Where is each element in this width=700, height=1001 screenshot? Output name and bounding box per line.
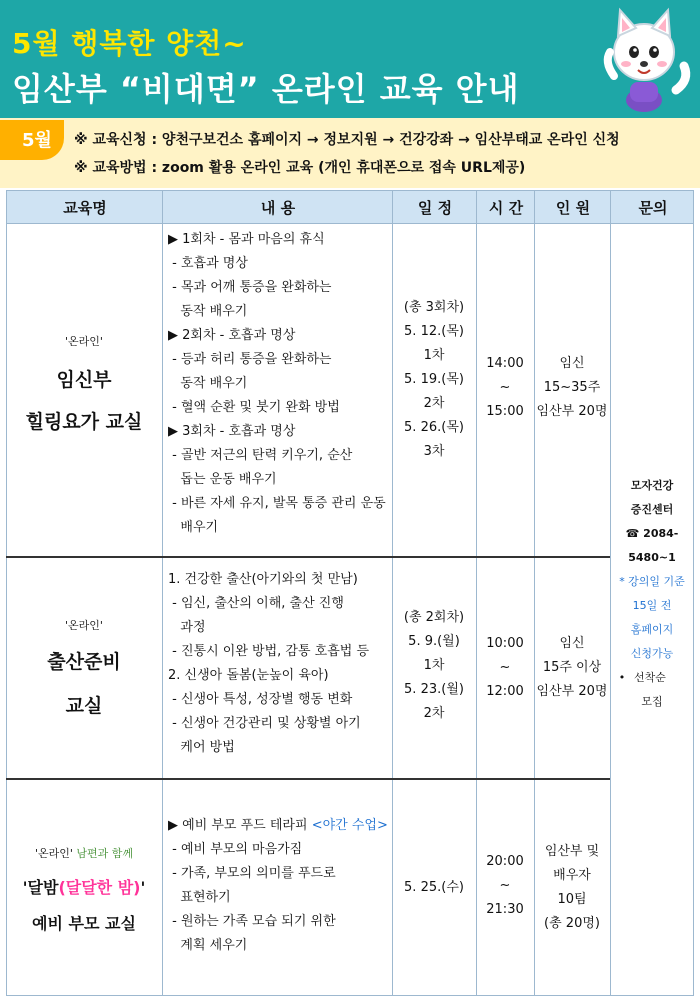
- content-line: - 바른 자세 유지, 발목 통증 관리 운동: [168, 496, 386, 511]
- table-header: [6, 190, 694, 224]
- course-content: [168, 814, 392, 958]
- course-people: [534, 840, 610, 936]
- time-line: 14:00: [486, 356, 524, 371]
- inquiry-line: 모자건강: [630, 479, 674, 492]
- course-tag-online: '온라인': [34, 847, 73, 860]
- content-line: - 가족, 부모의 의미를 푸드로: [168, 866, 336, 881]
- content-head: ▶ 예비 부모 푸드 테라피: [168, 818, 312, 833]
- content-line: - 원하는 가족 모습 되기 위한: [168, 914, 336, 929]
- header-content: 내 용: [260, 199, 296, 217]
- time-line: ~: [499, 660, 511, 675]
- schedule-line: 2차: [423, 706, 445, 721]
- content-line: 돕는 운동 배우기: [168, 472, 277, 487]
- content-line: - 호흡과 명상: [168, 256, 248, 271]
- course-name: 예비 부모 교실: [32, 914, 136, 933]
- time-line: 20:00: [486, 854, 524, 869]
- content-line: 동작 배우기: [168, 376, 248, 391]
- people-line: 배우자: [553, 868, 591, 883]
- content-line: - 예비 부모의 마음가짐: [168, 842, 303, 857]
- inquiry-note: 신청가능: [630, 647, 674, 660]
- content-line: 표현하기: [168, 890, 231, 905]
- schedule-line: 1차: [423, 658, 445, 673]
- course-time: [476, 352, 534, 424]
- content-line: - 혈액 순환 및 붓기 완화 방법: [168, 400, 340, 415]
- people-line: 임산부 20명: [536, 684, 608, 699]
- content-line: 과정: [168, 620, 206, 635]
- phone-number: 5480~1: [628, 551, 676, 564]
- header-time: 시 간: [488, 199, 524, 217]
- inquiry-bullet-text: 모집: [641, 695, 663, 708]
- content-line: 1. 건강한 출산(아기와의 첫 만남): [168, 572, 358, 587]
- phone-number: ☎ 2084-: [625, 527, 679, 540]
- application-method: ※ 교육신청 : 양천구보건소 홈페이지 → 정보지원 → 건강강좌 → 임산부태교 온라인 신청: [74, 132, 620, 148]
- time-line: 15:00: [486, 404, 524, 419]
- schedule-line: 5. 19.(목): [404, 372, 464, 387]
- schedule-line: 5. 25.(수): [404, 880, 464, 895]
- content-line: 계획 세우기: [168, 938, 248, 953]
- inquiry-bullet-text: 선착순: [634, 671, 666, 684]
- people-line: 15주 이상: [542, 660, 602, 675]
- header-schedule: 일 정: [417, 199, 453, 217]
- content-line: - 임신, 출산의 이해, 출산 진행: [168, 596, 344, 611]
- content-line: - 등과 허리 통증을 완화하는: [168, 352, 332, 367]
- title-month-line: 5월 행복한 양천~: [12, 27, 247, 60]
- content-line: 케어 방법: [168, 740, 235, 755]
- content-line: ▶ 2회차 - 호흡과 명상: [168, 328, 296, 343]
- course-tag: [6, 842, 162, 866]
- column-divider: [162, 190, 163, 996]
- row-divider: [6, 556, 610, 558]
- course-name: 임신부: [56, 369, 112, 391]
- schedule-line: 5. 12.(목): [404, 324, 464, 339]
- bullet-icon: •: [618, 671, 626, 684]
- inquiry-note: 홈페이지: [630, 623, 674, 636]
- time-line: ~: [499, 380, 511, 395]
- people-line: 임신: [559, 356, 585, 371]
- header-people: 인 원: [555, 199, 591, 217]
- course-name-highlight: (달달한 밤): [58, 878, 141, 897]
- course-tag: '온라인': [65, 335, 103, 348]
- course-schedule: [392, 296, 476, 464]
- schedule-line: 2차: [423, 396, 445, 411]
- content-line: - 진통시 이완 방법, 감통 호흡법 등: [168, 644, 370, 659]
- content-line: 동작 배우기: [168, 304, 248, 319]
- content-line: ▶ 3회차 - 호흡과 명상: [168, 424, 296, 439]
- course-name: [6, 876, 162, 900]
- inquiry-line: 증진센터: [630, 503, 674, 516]
- time-line: ~: [499, 878, 511, 893]
- content-line: [168, 814, 392, 838]
- course-name-part: ': [140, 878, 146, 897]
- night-class-note: <야간 수업>: [311, 818, 388, 833]
- month-label: 5월: [22, 130, 52, 151]
- course-people: [534, 352, 610, 424]
- content-line: - 골반 저근의 탄력 키우기, 순산: [168, 448, 353, 463]
- content-line: 2. 신생아 돌봄(눈높이 육아): [168, 668, 329, 683]
- people-line: 임산부 및: [544, 844, 600, 859]
- education-method: ※ 교육방법 : zoom 활용 온라인 교육 (개인 휴대폰으로 접속 URL제공): [74, 160, 526, 176]
- content-line: - 목과 어깨 통증을 완화하는: [168, 280, 332, 295]
- course-content: [168, 228, 392, 540]
- inquiry-note: * 강의일 기준: [619, 575, 685, 588]
- header-course: 교육명: [63, 199, 107, 217]
- content-line: ▶ 1회차 - 몸과 마음의 휴식: [168, 232, 325, 247]
- course-tag-with-husband: 남편과 함께: [76, 847, 134, 860]
- people-line: 임산부 20명: [536, 404, 608, 419]
- page-title: 임산부 “비대면” 온라인 교육 안내: [12, 70, 520, 108]
- first-come-note: [610, 666, 694, 690]
- schedule-line: 3차: [423, 444, 445, 459]
- mascot-icon: [596, 6, 692, 114]
- course-name: 힐링요가 교실: [25, 411, 143, 433]
- content-line: - 신생아 특성, 성장별 행동 변화: [168, 692, 353, 707]
- content-line: - 신생아 건강관리 및 상황별 아기: [168, 716, 361, 731]
- schedule-line: 5. 26.(목): [404, 420, 464, 435]
- content-line: 배우기: [168, 520, 219, 535]
- header-inquiry: 문의: [638, 199, 668, 217]
- course-name: 교실: [65, 695, 103, 717]
- time-line: 21:30: [486, 902, 524, 917]
- schedule-line: 1차: [423, 348, 445, 363]
- schedule-line: 5. 23.(월): [404, 682, 464, 697]
- schedule-line: (총 2회차): [403, 610, 465, 625]
- inquiry-cell: [610, 474, 694, 714]
- schedule-line: (총 3회차): [403, 300, 465, 315]
- course-schedule: [392, 606, 476, 726]
- course-people: [534, 632, 610, 704]
- inquiry-note: 15일 전: [632, 599, 672, 612]
- course-time: [476, 632, 534, 704]
- schedule-line: 5. 9.(월): [408, 634, 460, 649]
- course-time: [476, 850, 534, 922]
- course-tag: '온라인': [65, 619, 103, 632]
- people-line: 15~35주: [543, 380, 601, 395]
- time-line: 10:00: [486, 636, 524, 651]
- people-line: 임신: [559, 636, 585, 651]
- people-line: (총 20명): [544, 916, 600, 931]
- time-line: 12:00: [486, 684, 524, 699]
- course-name-part: '달밤: [22, 878, 59, 897]
- people-line: 10팀: [557, 892, 587, 907]
- row-divider: [6, 778, 610, 780]
- course-content: [168, 568, 392, 760]
- course-name: 출산준비: [47, 651, 121, 673]
